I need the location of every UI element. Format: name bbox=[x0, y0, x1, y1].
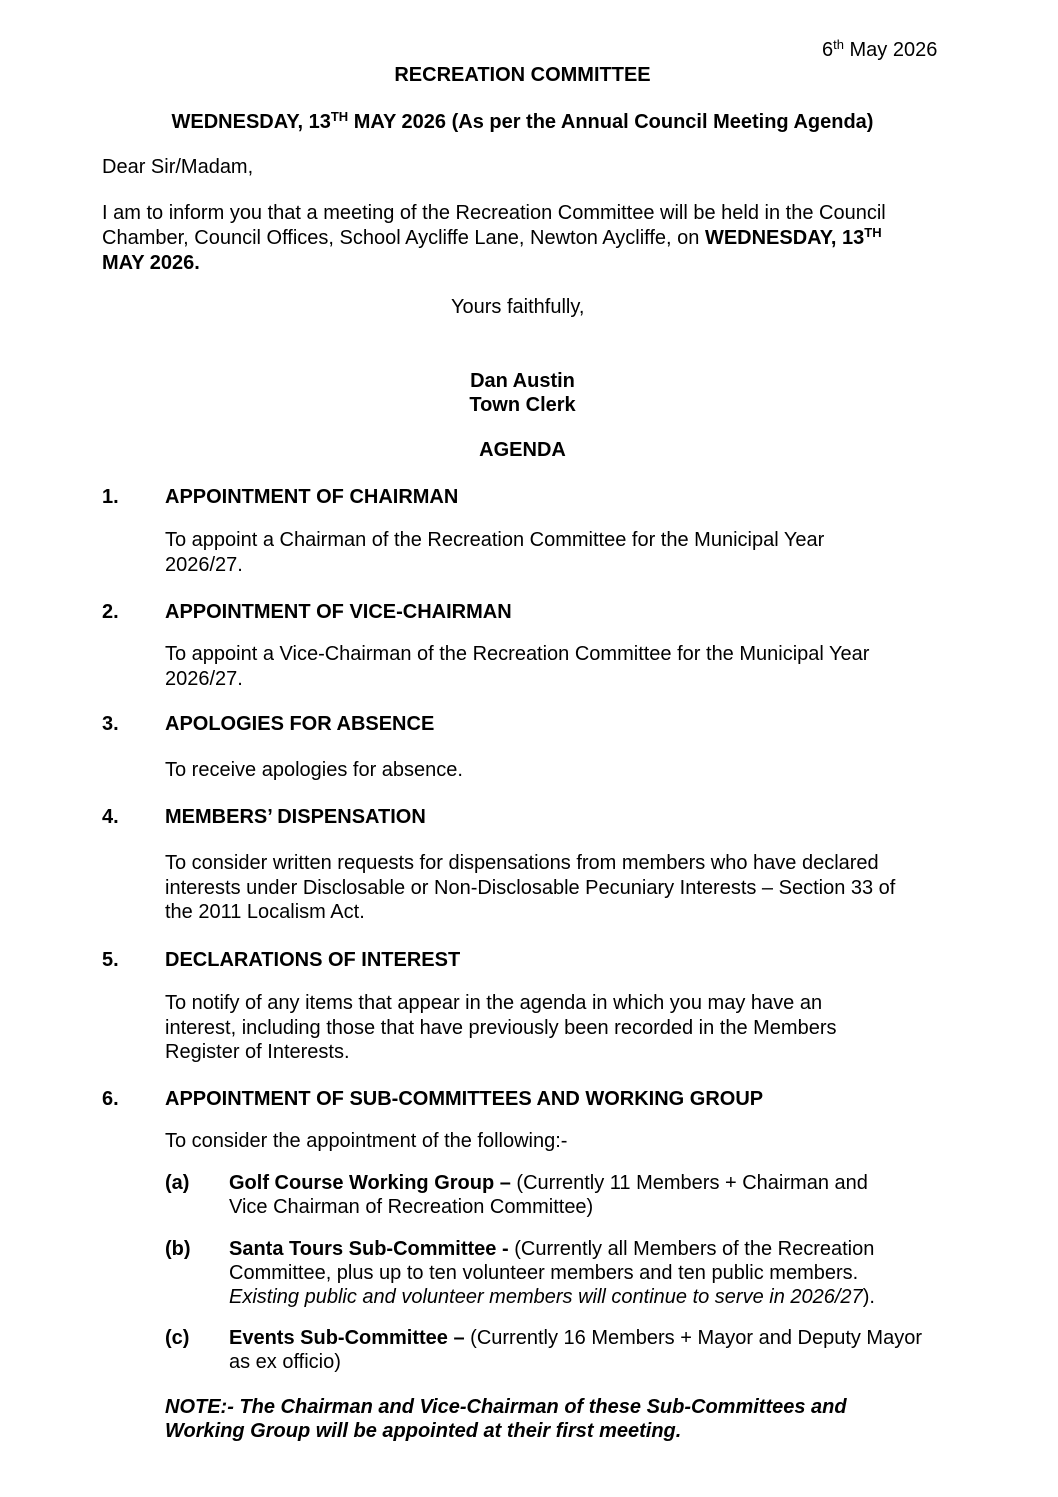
committee-title: RECREATION COMMITTEE bbox=[394, 64, 651, 86]
sub-item-text: Santa Tours Sub-Committee - (Currently all Members of the Recreation bbox=[229, 1238, 875, 1260]
item-text: To appoint a Vice-Chairman of the Recreation Committee for the Municipal Year bbox=[165, 643, 870, 665]
item-text: 2026/27. bbox=[165, 668, 243, 690]
salutation: Dear Sir/Madam, bbox=[102, 156, 254, 178]
item-heading: APPOINTMENT OF VICE-CHAIRMAN bbox=[165, 601, 512, 623]
item-text: interests under Disclosable or Non-Disclosable Pecuniary Interests – Section 33 of bbox=[165, 877, 896, 899]
item-text: To consider the appointment of the following:- bbox=[165, 1130, 568, 1152]
intro-line-1: I am to inform you that a meeting of the Recreation Committee will be held in the Council bbox=[102, 202, 886, 224]
item-heading: APOLOGIES FOR ABSENCE bbox=[165, 713, 435, 735]
sub-item-label: (a) bbox=[165, 1172, 190, 1194]
intro-line-3: MAY 2026. bbox=[102, 252, 200, 274]
item-number: 6. bbox=[102, 1088, 119, 1110]
item-heading: APPOINTMENT OF SUB-COMMITTEES AND WORKING GROUP bbox=[165, 1088, 764, 1110]
sub-item-text: Committee, plus up to ten volunteer members and ten public members. bbox=[229, 1262, 859, 1284]
item-text: 2026/27. bbox=[165, 554, 243, 576]
sub-item-label: (b) bbox=[165, 1238, 191, 1260]
sub-item-text: Golf Course Working Group – (Currently 11 Members + Chairman and bbox=[229, 1172, 868, 1194]
item-text: To consider written requests for dispensations from members who have declared bbox=[165, 852, 879, 874]
sub-item-text: Events Sub-Committee – (Currently 16 Members + Mayor and Deputy Mayor bbox=[229, 1327, 923, 1349]
intro-line-2: Chamber, Council Offices, School Aycliffe Lane, Newton Aycliffe, on WEDNESDAY, 13TH bbox=[102, 225, 882, 249]
signatory-title: Town Clerk bbox=[469, 394, 576, 416]
item-number: 1. bbox=[102, 486, 119, 508]
note-line-1: NOTE:- The Chairman and Vice-Chairman of these Sub-Committees and bbox=[165, 1396, 847, 1418]
item-heading: MEMBERS’ DISPENSATION bbox=[165, 806, 426, 828]
note-line-2: Working Group will be appointed at their first meeting. bbox=[165, 1420, 682, 1442]
item-text: interest, including those that have previously been recorded in the Members bbox=[165, 1017, 837, 1039]
letter-date: 6th May 2026 bbox=[822, 37, 938, 61]
meeting-date-heading: WEDNESDAY, 13TH MAY 2026 (As per the Annual Council Meeting Agenda) bbox=[171, 109, 874, 133]
sub-item-text: Vice Chairman of Recreation Committee) bbox=[229, 1196, 594, 1218]
item-text: the 2011 Localism Act. bbox=[165, 901, 365, 923]
item-number: 3. bbox=[102, 713, 119, 735]
item-number: 5. bbox=[102, 949, 119, 971]
item-text: Register of Interests. bbox=[165, 1041, 350, 1063]
item-heading: DECLARATIONS OF INTEREST bbox=[165, 949, 461, 971]
sub-item-text: as ex officio) bbox=[229, 1351, 341, 1373]
item-number: 4. bbox=[102, 806, 119, 828]
item-text: To appoint a Chairman of the Recreation Committee for the Municipal Year bbox=[165, 529, 825, 551]
closing: Yours faithfully, bbox=[451, 296, 585, 318]
item-heading: APPOINTMENT OF CHAIRMAN bbox=[165, 486, 459, 508]
item-number: 2. bbox=[102, 601, 119, 623]
signatory-name: Dan Austin bbox=[470, 370, 575, 392]
item-text: To notify of any items that appear in the agenda in which you may have an bbox=[165, 992, 823, 1014]
sub-item-text: Existing public and volunteer members will continue to serve in 2026/27). bbox=[229, 1286, 875, 1308]
item-text: To receive apologies for absence. bbox=[165, 759, 463, 781]
sub-item-label: (c) bbox=[165, 1327, 190, 1349]
agenda-heading: AGENDA bbox=[479, 439, 566, 461]
